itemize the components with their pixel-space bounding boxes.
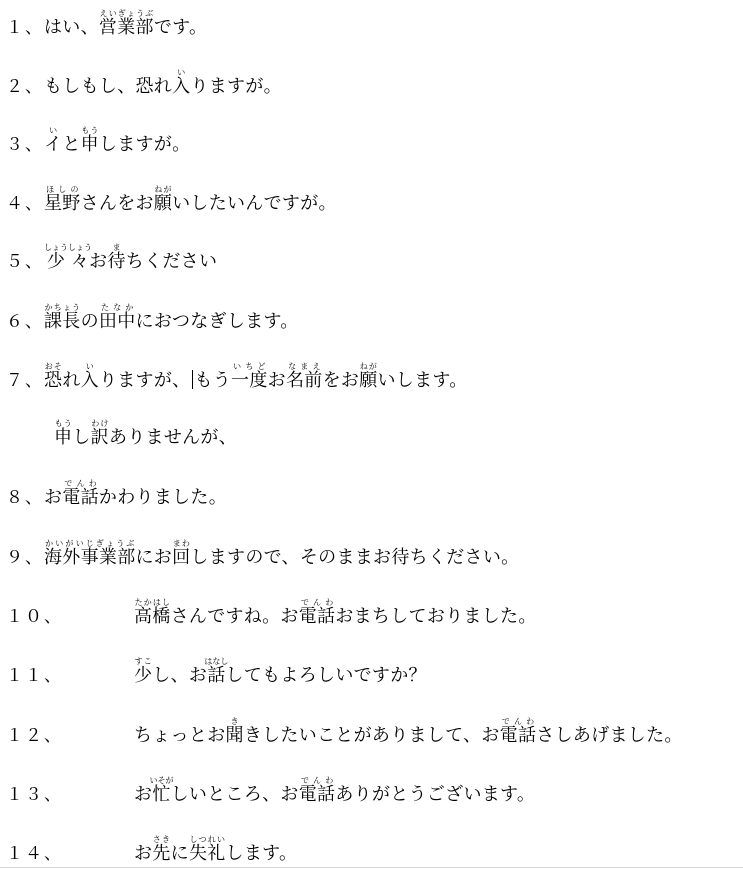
line-text[interactable] <box>134 835 297 866</box>
kanji-text: 星野 <box>44 193 81 214</box>
line-number: １０、 <box>6 607 63 627</box>
text-run: さんですね。お <box>170 606 299 627</box>
furigana-reading: い <box>44 126 63 135</box>
text-run: しいところ、お <box>170 784 299 805</box>
text-run: ありませんが、 <box>108 427 238 448</box>
furigana-word <box>285 362 323 391</box>
text-run: お <box>267 370 286 391</box>
text-run: いします。 <box>377 370 468 391</box>
text-run: りますが。 <box>190 76 282 97</box>
text-run: し、お <box>152 665 208 686</box>
line-text[interactable] <box>134 717 683 748</box>
line-text[interactable] <box>44 243 217 274</box>
kanji-text: 失礼 <box>188 843 226 864</box>
line-text[interactable] <box>54 419 237 450</box>
kanji-text: 高橋 <box>134 606 171 627</box>
document-line <box>0 470 743 510</box>
furigana-reading: さき <box>152 835 171 844</box>
text-run: の <box>80 311 99 332</box>
furigana-reading: いそが <box>149 776 174 785</box>
furigana-reading: でんわ <box>499 717 537 726</box>
line-number: ８、 <box>6 488 44 508</box>
kanji-text: 入 <box>80 370 99 391</box>
kanji-text: 訳 <box>90 427 109 448</box>
document-line <box>0 648 743 688</box>
furigana-word <box>172 539 191 568</box>
furigana-word <box>172 68 191 97</box>
furigana-reading: えいぎょうぶ <box>98 9 154 18</box>
line-text[interactable] <box>134 657 427 688</box>
kanji-text: 少 <box>134 665 153 686</box>
furigana-word <box>134 657 153 686</box>
document-line <box>0 708 743 748</box>
furigana-word <box>44 539 136 568</box>
kanji-text: 恐 <box>44 370 63 391</box>
document-line <box>0 117 743 157</box>
line-number: ２、 <box>6 77 44 97</box>
furigana-word <box>90 419 109 448</box>
page-bottom-border <box>0 867 743 868</box>
furigana-word <box>44 362 63 391</box>
text-run: ありがとうございます。 <box>335 784 536 805</box>
kanji-text: イ <box>44 134 63 155</box>
line-text[interactable] <box>44 9 207 40</box>
text-run: しますが。 <box>98 134 191 155</box>
furigana-reading: すこ <box>134 657 153 666</box>
furigana-reading: しょうしょう <box>44 243 92 252</box>
text-run: きしたいことがありまして、お <box>243 725 500 746</box>
line-number: ５、 <box>6 252 44 272</box>
furigana-reading: ねが <box>359 362 378 371</box>
furigana-reading: い <box>172 68 191 77</box>
kanji-text: 話 <box>204 665 229 686</box>
text-run: にお <box>135 547 173 568</box>
line-number: １、 <box>6 18 44 38</box>
line-number: １２、 <box>6 726 63 746</box>
text-run: いしたいんですが。 <box>172 193 337 214</box>
kanji-text: 少々 <box>44 251 92 272</box>
furigana-word <box>107 243 126 272</box>
text-run: はい、 <box>44 17 99 38</box>
furigana-word <box>298 776 336 805</box>
kanji-text: 名前 <box>285 370 323 391</box>
text-run: りますが、 <box>98 370 191 391</box>
line-number: ９、 <box>6 548 44 568</box>
kanji-text: 回 <box>172 547 191 568</box>
kanji-text: 電話 <box>298 784 336 805</box>
furigana-reading: なまえ <box>285 362 323 371</box>
furigana-reading: まわ <box>172 539 191 548</box>
text-run: してもよろしいですか？ <box>225 665 427 686</box>
text-run: ちください <box>125 251 218 272</box>
line-number: ６、 <box>6 312 44 332</box>
text-run: です。 <box>153 17 208 38</box>
furigana-word <box>134 598 171 627</box>
line-text[interactable] <box>134 598 537 629</box>
document-line <box>0 0 743 40</box>
furigana-reading: たなか <box>98 303 136 312</box>
text-run: れ <box>62 370 81 391</box>
kanji-text: 課長 <box>44 311 81 332</box>
text-run: もう <box>194 370 232 391</box>
line-number: １３、 <box>6 785 63 805</box>
line-text[interactable] <box>44 362 468 393</box>
line-number: ４、 <box>6 194 44 214</box>
kanji-text: 待 <box>107 251 126 272</box>
furigana-word <box>98 9 154 38</box>
furigana-word <box>298 598 336 627</box>
text-run: し <box>72 427 91 448</box>
furigana-reading: ま <box>107 243 126 252</box>
kanji-text: 電話 <box>298 606 336 627</box>
furigana-reading: はなし <box>204 657 229 666</box>
kanji-text: 先 <box>152 843 171 864</box>
furigana-word <box>225 717 244 746</box>
kanji-text: 営業部 <box>98 17 154 38</box>
text-run: におつなぎします。 <box>135 311 299 332</box>
furigana-reading: でんわ <box>298 598 336 607</box>
furigana-reading: いちど <box>231 362 268 371</box>
furigana-word <box>149 776 174 805</box>
kanji-text: 海外事業部 <box>44 547 136 568</box>
text-run: お <box>134 784 153 805</box>
furigana-reading: い <box>80 362 99 371</box>
furigana-word <box>44 303 81 332</box>
furigana-reading: しつれい <box>188 835 226 844</box>
document-line <box>0 767 743 807</box>
furigana-word <box>359 362 378 391</box>
line-text[interactable] <box>44 68 282 99</box>
text-run: します。 <box>225 843 298 864</box>
text-run: しますので、そのままお待ちください。 <box>190 547 520 568</box>
furigana-word <box>44 243 92 272</box>
line-text[interactable] <box>44 303 299 334</box>
furigana-reading: おそ <box>44 362 63 371</box>
furigana-word <box>80 126 99 155</box>
kanji-text: 一度 <box>231 370 268 391</box>
line-text[interactable] <box>44 539 519 570</box>
furigana-word <box>153 185 173 214</box>
furigana-reading: かちょう <box>44 303 81 312</box>
text-run: さんをお <box>80 193 154 214</box>
furigana-reading: たかはし <box>134 598 171 607</box>
line-text[interactable] <box>44 185 337 216</box>
furigana-word <box>152 835 171 864</box>
furigana-reading: ねが <box>153 185 173 194</box>
text-run: に <box>170 843 189 864</box>
furigana-reading: き <box>225 717 244 726</box>
text-run: ちょっとお <box>134 725 226 746</box>
furigana-word <box>98 303 136 332</box>
kanji-text: 電話 <box>62 487 99 508</box>
kanji-text: 電話 <box>499 725 537 746</box>
text-run: もしもし、恐れ <box>44 76 173 97</box>
furigana-word <box>204 657 229 686</box>
text-run: と <box>62 134 81 155</box>
line-number: ３、 <box>6 135 44 155</box>
furigana-word <box>44 126 63 155</box>
text-run: お <box>89 251 108 272</box>
document-line <box>0 589 743 629</box>
line-text[interactable] <box>134 776 535 807</box>
document-line <box>0 826 743 866</box>
furigana-word <box>80 362 99 391</box>
document-line <box>0 234 743 274</box>
furigana-word <box>62 479 99 508</box>
furigana-reading: ほしの <box>44 185 81 194</box>
kanji-text: 申 <box>54 427 73 448</box>
furigana-reading: でんわ <box>298 776 336 785</box>
line-text[interactable] <box>44 479 227 510</box>
document-line <box>0 410 743 450</box>
kanji-text: 願 <box>153 193 173 214</box>
text-run: お <box>44 487 63 508</box>
kanji-text: 入 <box>172 76 191 97</box>
kanji-text: 聞 <box>225 725 244 746</box>
furigana-reading: でんわ <box>62 479 99 488</box>
document-line <box>0 530 743 570</box>
kanji-text: 申 <box>80 134 99 155</box>
text-run: お <box>134 843 153 864</box>
text-run: さしあげました。 <box>536 725 683 746</box>
document-line <box>0 294 743 334</box>
line-number: ７、 <box>6 371 44 391</box>
furigana-word <box>44 185 81 214</box>
furigana-word <box>54 419 73 448</box>
furigana-reading: もう <box>80 126 99 135</box>
furigana-word <box>231 362 268 391</box>
text-run: をお <box>322 370 360 391</box>
furigana-word <box>188 835 226 864</box>
document-line <box>0 176 743 216</box>
furigana-reading: わけ <box>90 419 109 428</box>
document-line <box>0 353 743 393</box>
furigana-reading: もう <box>54 419 73 428</box>
line-number: １４、 <box>6 844 63 864</box>
line-text[interactable] <box>44 126 190 157</box>
line-number: １１、 <box>6 666 63 686</box>
furigana-reading: かいがいじぎょうぶ <box>44 539 136 548</box>
text-run: おまちしておりました。 <box>335 606 537 627</box>
kanji-text: 田中 <box>98 311 136 332</box>
document-line <box>0 59 743 99</box>
furigana-word <box>499 717 537 746</box>
text-run: かわりました。 <box>98 487 228 508</box>
kanji-text: 願 <box>359 370 378 391</box>
kanji-text: 忙 <box>149 784 174 805</box>
